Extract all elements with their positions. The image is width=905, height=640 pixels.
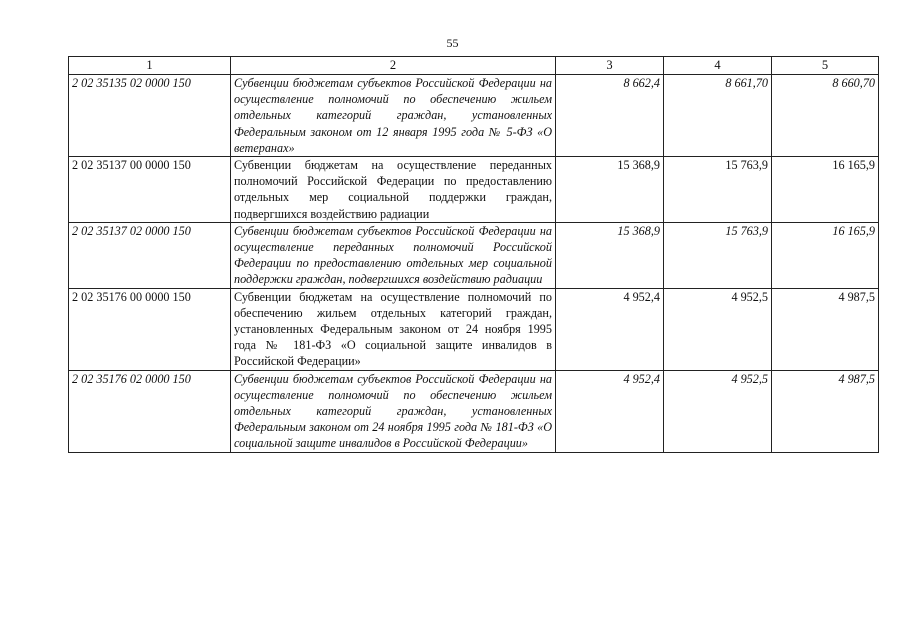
value-col-5: 8 660,70 bbox=[772, 75, 879, 157]
column-header-5: 5 bbox=[772, 57, 879, 75]
column-header-3: 3 bbox=[556, 57, 664, 75]
value-col-4: 15 763,9 bbox=[664, 222, 772, 288]
table-header-row bbox=[69, 57, 879, 75]
value-col-3: 15 368,9 bbox=[556, 222, 664, 288]
budget-code: 2 02 35176 02 0000 150 bbox=[69, 370, 231, 452]
value-col-5: 16 165,9 bbox=[772, 222, 879, 288]
value-col-4: 4 952,5 bbox=[664, 288, 772, 370]
value-col-5: 4 987,5 bbox=[772, 370, 879, 452]
table-row bbox=[69, 370, 879, 452]
value-col-5: 16 165,9 bbox=[772, 157, 879, 223]
column-header-1: 1 bbox=[69, 57, 231, 75]
row-description: Субвенции бюджетам субъектов Российской Федерации на осуществление полномочий по обеспечению жильем отдельных категорий граждан, установленных Федеральным законом от 12 января 1995 года № 5-ФЗ «О ветеранах» bbox=[231, 75, 556, 157]
table-row bbox=[69, 288, 879, 370]
table-row bbox=[69, 157, 879, 223]
value-col-3: 8 662,4 bbox=[556, 75, 664, 157]
budget-code: 2 02 35137 02 0000 150 bbox=[69, 222, 231, 288]
column-header-2: 2 bbox=[231, 57, 556, 75]
value-col-4: 8 661,70 bbox=[664, 75, 772, 157]
row-description: Субвенции бюджетам субъектов Российской Федерации на осуществление переданных полномочий Российской Федерации по предоставлению отдельных мер социальной поддержки граждан, подвергшихся воздействию радиации bbox=[231, 222, 556, 288]
value-col-3: 4 952,4 bbox=[556, 288, 664, 370]
budget-code: 2 02 35137 00 0000 150 bbox=[69, 157, 231, 223]
budget-code: 2 02 35176 00 0000 150 bbox=[69, 288, 231, 370]
row-description: Субвенции бюджетам на осуществление переданных полномочий Российской Федерации по предоставлению отдельных мер социальной поддержки граждан, подвергшихся воздействию радиации bbox=[231, 157, 556, 223]
value-col-3: 15 368,9 bbox=[556, 157, 664, 223]
budget-table bbox=[68, 56, 879, 453]
table-row bbox=[69, 75, 879, 157]
column-header-4: 4 bbox=[664, 57, 772, 75]
table-row bbox=[69, 222, 879, 288]
row-description: Субвенции бюджетам субъектов Российской Федерации на осуществление полномочий по обеспечению жильем отдельных категорий граждан, установленных Федеральным законом от 24 ноября 1995 года № 181-ФЗ «О социальной защите инвалидов в Российской Федерации» bbox=[231, 370, 556, 452]
value-col-4: 15 763,9 bbox=[664, 157, 772, 223]
budget-code: 2 02 35135 02 0000 150 bbox=[69, 75, 231, 157]
page-number: 55 bbox=[446, 36, 459, 50]
value-col-3: 4 952,4 bbox=[556, 370, 664, 452]
value-col-5: 4 987,5 bbox=[772, 288, 879, 370]
row-description: Субвенции бюджетам на осуществление полномочий по обеспечению жильем отдельных категорий граждан, установленных Федеральным законом от 24 ноября 1995 года № 181-ФЗ «О социальной защите инвалидов в Российской Федерации» bbox=[231, 288, 556, 370]
value-col-4: 4 952,5 bbox=[664, 370, 772, 452]
